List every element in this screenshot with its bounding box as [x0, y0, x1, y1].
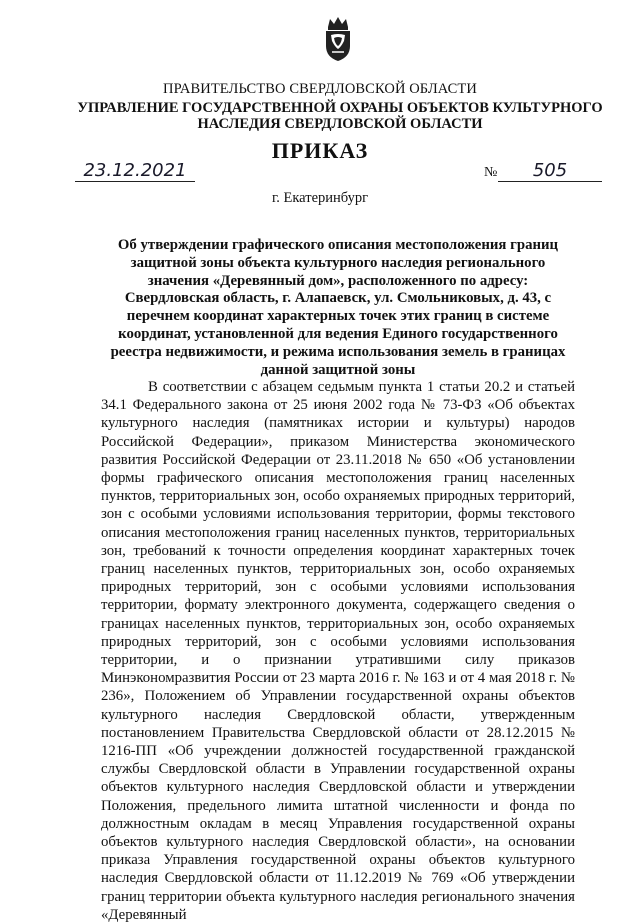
order-heading: Об утверждении графического описания местоположения границ защитной зоны объекта культурного наследия регионального значения «Деревянный дом», расположенного по адресу: Свердловская область, г. Алапаевск, ул. Смольниковых, д. 43, с перечнем координат характерных точек этих границ в системе координат, установленной для ведения Единого государственного реестра недвижимости, и режима использования земель в границах данной защитной зоны	[110, 237, 566, 378]
government-name: ПРАВИТЕЛЬСТВО СВЕРДЛОВСКОЙ ОБЛАСТИ	[163, 81, 477, 97]
department-name: УПРАВЛЕНИЕ ГОСУДАРСТВЕННОЙ ОХРАНЫ ОБЪЕКТОВ КУЛЬТУРНОГО НАСЛЕДИЯ СВЕРДЛОВСКОЙ ОБЛАСТИ	[77, 100, 603, 132]
city: г. Екатеринбург	[271, 190, 369, 206]
document-type: ПРИКАЗ	[271, 138, 369, 163]
coat-of-arms-icon	[323, 16, 353, 62]
order-date: 23.12.2021	[75, 159, 195, 182]
body-paragraph: В соответствии с абзацем седьмым пункта 1 статьи 20.2 и статьей 34.1 Федерального закона от 25 июня 2002 года № 73-ФЗ «Об объектах культурного наследия (памятниках истории и культуры) народов Российской Федерации», приказом Министерства экономического развития Российской Федерации от 23.11.2018 № 650 «Об установлении формы графического описания местоположения границ населенных пунктов, территориальных зон, особо охраняемых природных территорий, зон с особыми условиями использования территории, формы текстового описания местоположения границ населенных пунктов, территориальных зон, требований к точности определения координат характерных точек границ населенных пунктов, территориальных зон, особо охраняемых природных территорий, зон с особыми условиями использования территории, формату электронного документа, содержащего сведения о границах населенных пунктов, территориальных зон, особо охраняемых природных территорий, зон с особыми условиями использования территории, и о признании утратившими силу приказов Минэкономразвития России от 23 марта 2016 г. № 163 и от 4 мая 2018 г. № 236», Положением об Управлении государственной охраны объектов культурного наследия Свердловской области, утвержденным постановлением Правительства Свердловской области от 28.12.2015 № 1216-ПП «Об учреждении должностей государственной гражданской службы Свердловской области в Управлении государственной охраны объектов культурного наследия Свердловской области и утверждении Положения, предельного лимита штатной численности и фонда по должностным окладам в месяц Управления государственной охраны объектов культурного наследия Свердловской области», на основании приказа Управления государственной охраны объектов культурного наследия Свердловской области от 11.12.2019 № 769 «Об утверждении границ территории объекта культурного наследия регионального значения «Деревянный	[101, 379, 575, 923]
order-number: 505	[498, 159, 602, 182]
order-number-label: №	[484, 165, 498, 180]
